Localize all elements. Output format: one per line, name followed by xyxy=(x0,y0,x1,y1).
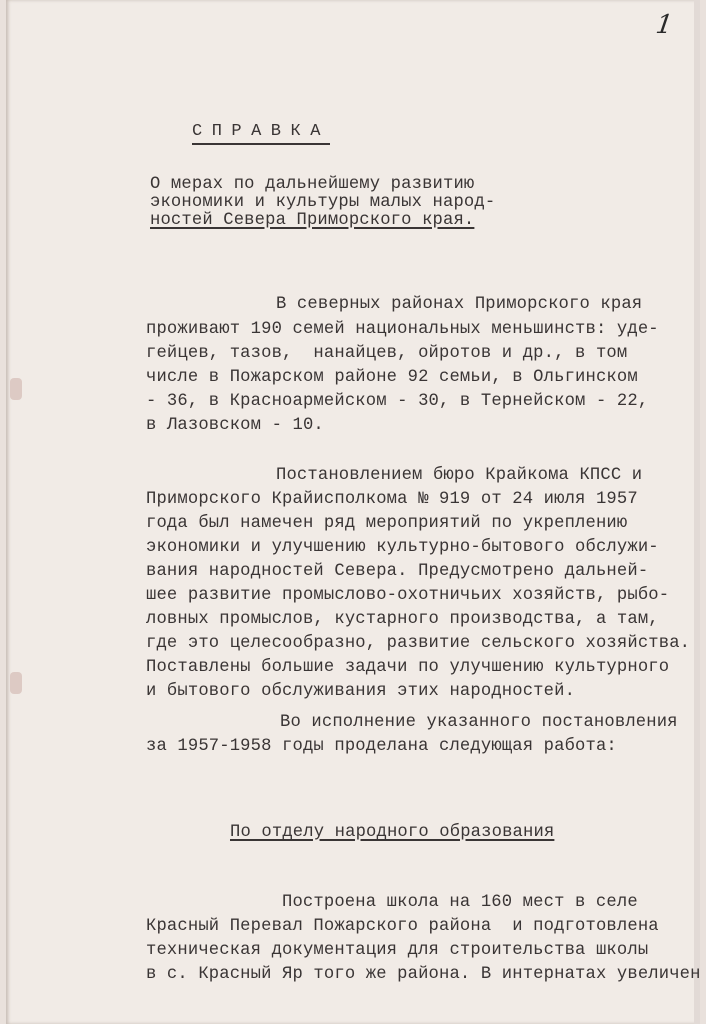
text-line: года был намечен ряд мероприятий по укреплению xyxy=(146,514,628,533)
text-line: числе в Пожарском районе 92 семьи, в Ольгинском xyxy=(146,368,638,387)
text-line: за 1957-1958 годы проделана следующая работа: xyxy=(146,737,617,756)
text-line: Построена школа на 160 мест в селе xyxy=(282,893,638,912)
text-line: Постановлением бюро Крайкома КПСС и xyxy=(276,466,643,485)
text-line: где это целесообразно, развитие сельского хозяйства. xyxy=(146,634,691,653)
document-page xyxy=(6,0,700,1024)
text-line: ловных промыслов, кустарного производства, а там, xyxy=(146,610,659,629)
document-title: СПРАВКА xyxy=(192,122,330,145)
subtitle-line: экономики и культуры малых народ- xyxy=(150,193,496,212)
text-line: Приморского Крайисполкома № 919 от 24 июля 1957 xyxy=(146,490,638,509)
text-line: экономики и улучшению культурно-бытового обслужи- xyxy=(146,538,659,557)
subtitle-line: О мерах по дальнейшему развитию xyxy=(150,175,475,194)
text-line: Во исполнение указанного постановления xyxy=(280,713,678,732)
text-line: Красный Перевал Пожарского района и подготовлена xyxy=(146,917,659,936)
text-line: В северных районах Приморского края xyxy=(276,295,643,314)
text-line: техническая документация для строительства школы xyxy=(146,941,649,960)
text-line: в с. Красный Яр того же района. В интернатах увеличен xyxy=(146,965,701,984)
page-number: 1 xyxy=(653,10,675,40)
text-line: проживают 190 семей национальных меньшинств: уде- xyxy=(146,320,659,339)
text-line: Поставлены большие задачи по улучшению культурного xyxy=(146,658,670,677)
text-line: шее развитие промыслово-охотничьих хозяйств, рыбо- xyxy=(146,586,670,605)
text-line: и бытового обслуживания этих народностей. xyxy=(146,682,576,701)
section-heading: По отделу народного образования xyxy=(230,823,555,842)
paper-stain xyxy=(10,672,22,694)
paper-stain xyxy=(10,378,22,400)
paper-edge xyxy=(694,0,700,1024)
text-line: в Лазовском - 10. xyxy=(146,416,324,435)
subtitle-line: ностей Севера Приморского края. xyxy=(150,211,475,230)
text-line: гейцев, тазов, нанайцев, ойротов и др., в том xyxy=(146,344,628,363)
text-line: вания народностей Севера. Предусмотрено дальней- xyxy=(146,562,649,581)
text-line: - 36, в Красноармейском - 30, в Тернейском - 22, xyxy=(146,392,649,411)
